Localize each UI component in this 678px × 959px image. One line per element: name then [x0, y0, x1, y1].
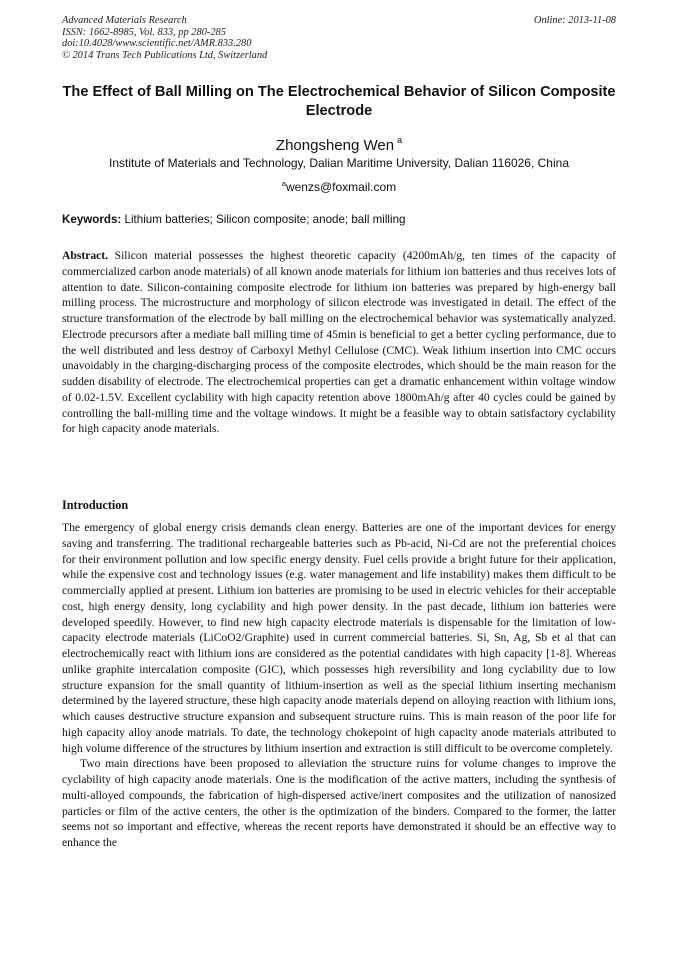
author-name: Zhongsheng Wen: [275, 137, 395, 154]
intro-paragraph: The emergency of global energy crisis demands clean energy. Batteries are one of the important devices for energy saving and transferring. The traditional rechargeable batteries such as Pb-acid, Ni-Cd are not the preferential choices for their environment pollution and low specific energy density. Fuel cells provide a bright future for their application, while the expensive cost and technology issues (e.g. water management and life instability) makes them difficult to be commercially applied at present. Lithium ion batteries are promising to be used in electric vehicles for their acceptable cost, high energy density, long cyclability and high power density. In the past decade, lithium ion batteries were developed speedily. However, to find new high capacity electrode materials is dispensable for the limitation of low-capacity electrode materials (LiCoO2/Graphite) used in current commercial batteries. Si, Sn, Ag, Sb et al that can electrochemically react with lithium ions are considered as the potential candidates with high capacity [1-8]. Whereas unlike graphite intercalation composite (GIC), which possesses high reversibility and long cyclability due to low structure expansion for the small quantity of lithium-insertion as well as the special lithium inserting mechanism determined by the layered structure, these high capacity anode materials depend on alloying reaction with lithium ions, which causes destructive structure expansion and subsequent structure ruins. This is main reason of the poor life for high capacity alloy anode matrials. To date, the technology chokepoint of high capacity anode materials attributed to high volume difference of the structures by lithium insertion and extraction is still difficult to be overcome completely.: [62, 521, 616, 755]
abstract-label: Abstract.: [62, 249, 109, 262]
email-line: [62, 176, 616, 195]
author-line: [62, 131, 616, 155]
author-email: wenzs@foxmail.com: [285, 180, 397, 194]
issn-line: ISSN: 1662-8985, Vol. 833, pp 280-285: [62, 26, 226, 38]
paper-title: The Effect of Ball Milling on The Electrochemical Behavior of Silicon Composite Electrode: [62, 84, 616, 119]
copyright-line: © 2014 Trans Tech Publications Ltd, Switzerland: [62, 49, 268, 61]
keywords: [62, 213, 405, 226]
email-mark: a: [281, 179, 286, 188]
keywords-text: Lithium batteries; Silicon composite; anode; ball milling: [124, 213, 406, 226]
section-heading: Introduction: [62, 498, 129, 512]
journal-header: [62, 15, 267, 61]
affiliation: Institute of Materials and Technology, Dalian Maritime University, Dalian 116026, China: [108, 156, 569, 170]
abstract-text: Silicon material possesses the highest theoretic capacity (4200mAh/g, ten times of the capacity of commercialized carbon anode materials) of all known anode materials for lithium ion batteries and thus receives lots of attention to date. Silicon-containing composite electrode for lithium ion batteries was prepared by high-energy ball milling process. The microstructure and morphology of silicon electrode was investigated in detail. The effect of the structure transformation of the electrode by ball milling on the electrochemical behavior was systematically analyzed. Electrode precursors after a mediate ball milling time of 45min is beneficial to get a better cycling performance, due to the well distributed and less destroy of Carboxyl Methyl Cellulose (CMC). Weak lithium insertion into CMC occurs unavoidably in the charging-discharging process of the composite electrodes, which should be the main reason for the sudden disability of electrode. The electrochemical properties can get a dramatic enhancement within voltage window of 0.02-1.5V. Excellent cyclability with high capacity retention above 1800mAh/g after 40 cycles could be gained by controlling the ball-milling time and the voltage windows. It might be a feasible way to obtain satisfactory cyclability for high capacity anode materials.: [62, 249, 616, 436]
introduction-body: [62, 520, 616, 851]
keywords-label: Keywords:: [62, 213, 122, 226]
abstract: [62, 248, 616, 437]
journal-name: Advanced Materials Research: [62, 15, 187, 26]
intro-paragraph: Two main directions have been proposed to alleviation the structure ruins for volume changes to improve the cyclability of high capacity anode materials. One is the modification of the active matters, including the synthesis of multi-alloyed compounds, the fabrication of high-dispersed active/inert composites and the utilization of nanosized particles or film of the active centers, the other is the optimization of the binders. Compared to the former, the latter seems not so important and effective, whereas the recent reports have demonstrated it should be an effective way to enhance the: [62, 757, 616, 849]
doi-line: doi:10.4028/www.scientific.net/AMR.833.280: [62, 38, 252, 50]
online-date: Online: 2013-11-08: [533, 15, 616, 26]
author-mark: a: [397, 135, 403, 145]
